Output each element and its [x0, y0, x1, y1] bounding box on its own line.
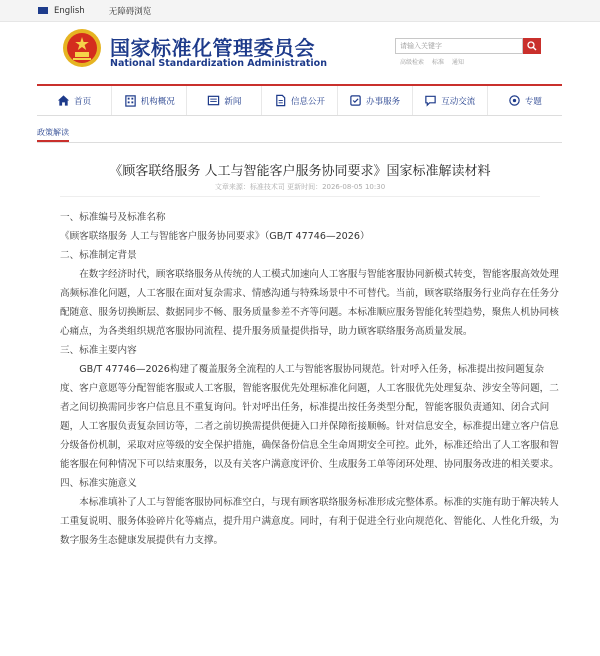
- nav-label: 专题: [524, 96, 542, 107]
- search-link[interactable]: 高级检索: [400, 59, 425, 66]
- search-button[interactable]: [523, 38, 541, 54]
- nav-label: 机构概况: [140, 96, 175, 107]
- site-header: [0, 24, 600, 76]
- article-body: [60, 208, 560, 550]
- section-heading: 四、标准实施意义: [60, 478, 137, 489]
- top-bar: [0, 0, 600, 22]
- nav-item-about[interactable]: [112, 86, 187, 115]
- nav-label: 首页: [74, 96, 92, 107]
- search-link[interactable]: 标准: [431, 59, 444, 66]
- nav-label: 信息公开: [290, 96, 325, 107]
- national-emblem-icon: [62, 28, 102, 68]
- service-icon: [349, 94, 362, 107]
- divider: [60, 196, 540, 197]
- breadcrumb: [37, 124, 562, 143]
- document-icon: [274, 94, 287, 107]
- nav-item-home[interactable]: [37, 86, 112, 115]
- main-nav: [37, 84, 562, 116]
- nav-item-interaction[interactable]: [413, 86, 488, 115]
- nav-label: 办事服务: [366, 96, 401, 107]
- home-icon: [57, 94, 70, 107]
- breadcrumb-item[interactable]: 政策解读: [37, 128, 69, 142]
- search-icon: [527, 41, 537, 51]
- news-icon: [207, 94, 220, 107]
- section-heading: 二、标准制定背景: [60, 250, 137, 261]
- section-heading: 一、标准编号及标准名称: [60, 212, 166, 223]
- section-heading: 三、标准主要内容: [60, 345, 137, 356]
- flag-icon: [38, 7, 48, 14]
- nav-item-news[interactable]: [187, 86, 262, 115]
- search-links: [400, 57, 470, 66]
- paragraph: GB/T 47746—2026构建了覆盖服务全流程的人工与智能客服协同规范。针对呼入任务，标准提出按问题复杂度、客户意愿等分配智能客服或人工客服，智能客服优先处理标准化问题，人工客服优先处理复杂、涉安全等问题，二者之间切换需同步客户信息且不重复询问。针对呼出任务，标准提出按任务类型分配，智能客服负责通知、闭合式问题，人工客服负责复杂回访等，二者之前切换需提供便捷入口并保障衔接顺畅。针对信息安全，标准提出建立客户信息分级备份机制，采取对应等级的安全保护措施，确保备份信息全生命周期安全可控。此外，标准还给出了人工客服和智能客服在何种情况下可以结束服务，以及有关客户满意度评价、生成服务工单等闭环处理、协同服务改进的相关要求。: [60, 364, 559, 470]
- accessible-link[interactable]: 无障碍浏览: [108, 6, 152, 17]
- nav-item-topics[interactable]: [488, 86, 562, 115]
- nav-item-services[interactable]: [338, 86, 413, 115]
- building-icon: [124, 94, 137, 107]
- article-meta: 文章来源：标准技术司 更新时间：2026-08-05 10:30: [214, 183, 386, 191]
- site-name-en[interactable]: National Standardization Administration: [110, 58, 327, 69]
- english-link[interactable]: English: [54, 5, 85, 16]
- nav-label: 互动交流: [441, 96, 476, 107]
- search-input[interactable]: 请输入关键字: [395, 38, 523, 54]
- article-title: 《顾客联络服务 人工与智能客户服务协同要求》国家标准解读材料: [109, 164, 491, 179]
- search-link[interactable]: 通知: [451, 59, 464, 66]
- topic-icon: [508, 94, 521, 107]
- chat-icon: [424, 94, 437, 107]
- nav-label: 新闻: [224, 96, 242, 107]
- nav-item-disclosure[interactable]: [262, 86, 337, 115]
- paragraph: 《顾客联络服务 人工与智能客户服务协同要求》（GB/T 47746—2026）: [60, 231, 370, 242]
- site-name-cn[interactable]: 国家标准化管理委员会: [110, 36, 315, 60]
- paragraph: 本标准填补了人工与智能客服协同标准空白，与现有顾客联络服务标准形成完整体系。标准的实施有助于解决转人工重复说明、服务体验碎片化等痛点，提升用户满意度。同时，有利于促进全行业向规范化、智能化、人性化升级，为数字服务生态健康发展提供有力支撑。: [60, 497, 559, 546]
- paragraph: 在数字经济时代，顾客联络服务从传统的人工模式加速向人工客服与智能客服协同新模式转变，智能客服高效处理高频标准化问题，人工客服在面对复杂需求、情感沟通与特殊场景中不可替代。当前，顾客联络服务行业尚存在任务分配随意、服务切换断层、数据同步不畅、服务质量参差不齐等问题。本标准顺应服务智能化转型趋势，聚焦人机协同核心痛点，为各类组织规范客服协同流程、提升服务质量提供指导，助力顾客联络服务高质量发展。: [60, 269, 559, 337]
